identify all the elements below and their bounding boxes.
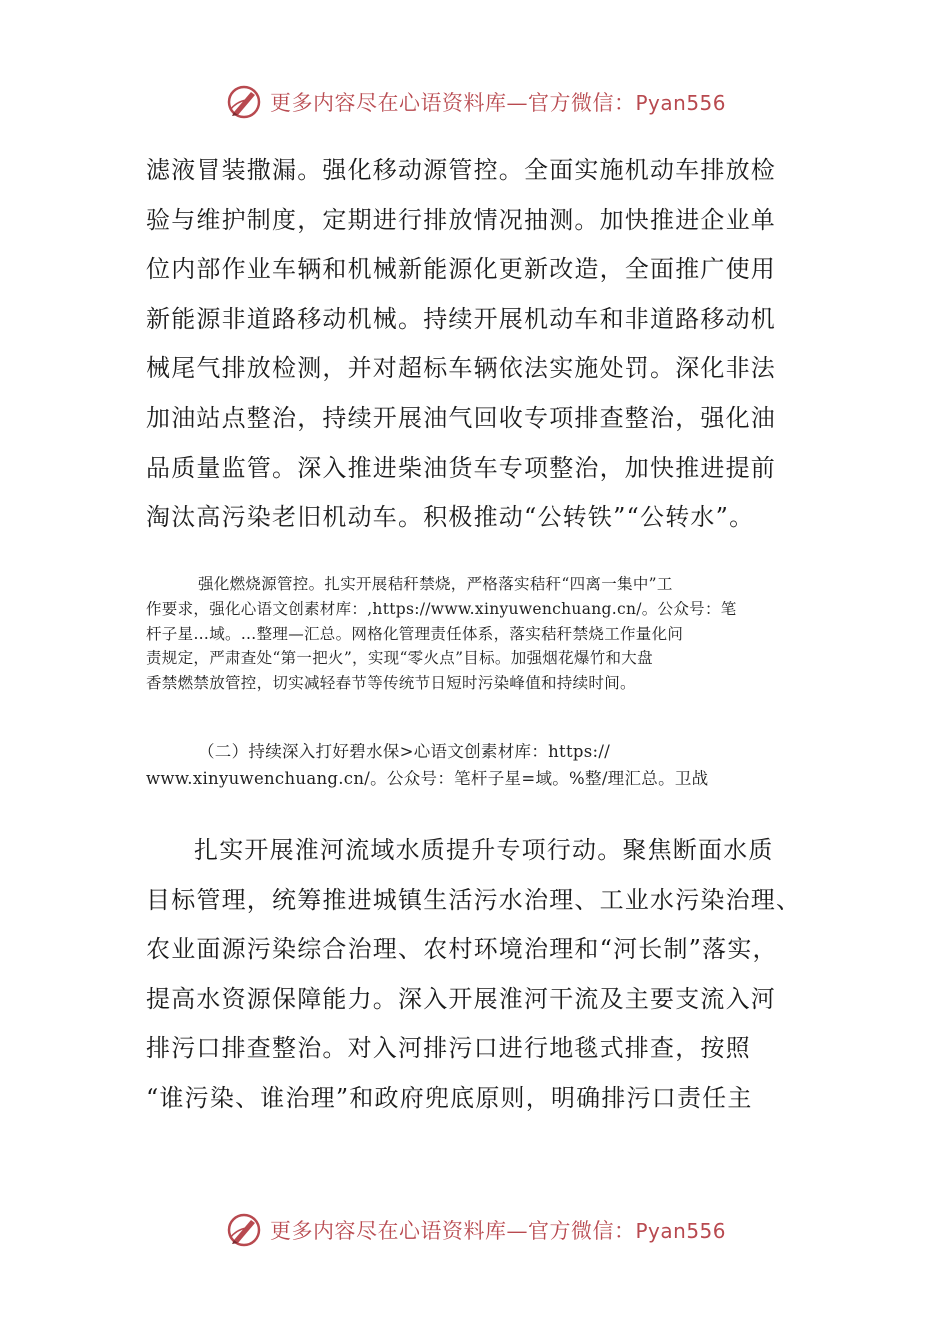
text-line: “谁污染、谁治理”和政府兜底原则，明确排污口责任主	[146, 1083, 753, 1112]
header-wechat-id: Pyan556	[635, 91, 726, 115]
pen-logo-icon	[224, 1210, 264, 1250]
text-line: 品质量监管。深入推进柴油货车专项整治，加快推进提前	[146, 453, 776, 482]
text-line: 提高水资源保障能力。深入开展淮河干流及主要支流入河	[146, 984, 776, 1013]
paragraph-combustion-source-control	[146, 572, 806, 696]
text-line: 加油站点整治，持续开展油气回收专项排查整治，强化油	[146, 403, 776, 432]
text-line: 目标管理，统筹推进城镇生活污水治理、工业水污染治理、	[146, 885, 802, 914]
footer-wechat-id: Pyan556	[635, 1219, 726, 1243]
text-line: 农业面源污染综合治理、农村环境治理和“河长制”落实，	[146, 935, 778, 964]
text-line: 械尾气排放检测，并对超标车辆依法实施处罚。深化非法	[146, 354, 776, 383]
text-line: 淘汰高污染老旧机动车。积极推动“公转铁”“公转水”。	[146, 503, 755, 532]
header-banner	[0, 80, 950, 124]
text-line: 责规定，严肃查处“第一把火”，实现“零火点”目标。加强烟花爆竹和大盘	[146, 649, 653, 668]
text-line: 香禁燃禁放管控，切实减轻春节等传统节日短时污染峰值和持续时间。	[146, 674, 636, 693]
text-line: 排污口排查整治。对入河排污口进行地毯式排查，按照	[146, 1034, 751, 1063]
text-line: 位内部作业车辆和机械新能源化更新改造，全面推广使用	[146, 255, 776, 284]
text-line: 验与维护制度，定期进行排放情况抽测。加快推进企业单	[146, 205, 776, 234]
text-line: 强化燃烧源管控。扎实开展秸秆禁烧，严格落实秸秆“四离一集中”工	[198, 575, 673, 593]
text-line: 作要求，强化心语文创素材库：,https://www.xinyuwenchuang.cn/。公众号：笔	[146, 599, 737, 618]
paragraph-huai-river-water-quality	[146, 826, 806, 1124]
text-line: 新能源非道路移动机械。持续开展机动车和非道路移动机	[146, 304, 776, 333]
text-line: 扎实开展淮河流域水质提升专项行动。聚焦断面水质	[194, 836, 774, 864]
text-line: （二）持续深入打好碧水保>心语文创素材库：https://	[198, 742, 611, 761]
header-banner-text: 更多内容尽在心语资料库—官方微信：Pyan556	[269, 91, 726, 115]
text-line: www.xinyuwenchuang.cn/。公众号：笔杆子星=域。%整/理汇总。卫战	[146, 769, 709, 788]
section-heading-clean-water	[146, 738, 806, 792]
pen-logo-icon	[224, 82, 264, 122]
footer-banner-text: 更多内容尽在心语资料库—官方微信：Pyan556	[269, 1219, 726, 1243]
paragraph-mobile-source-control	[146, 146, 806, 543]
text-line: 滤液冒装撒漏。强化移动源管控。全面实施机动车排放检	[146, 156, 776, 184]
footer-banner	[0, 1208, 950, 1252]
text-line: 杆子星…域。…整理—汇总。网格化管理责任体系，落实秸秆禁烧工作量化问	[146, 624, 684, 643]
